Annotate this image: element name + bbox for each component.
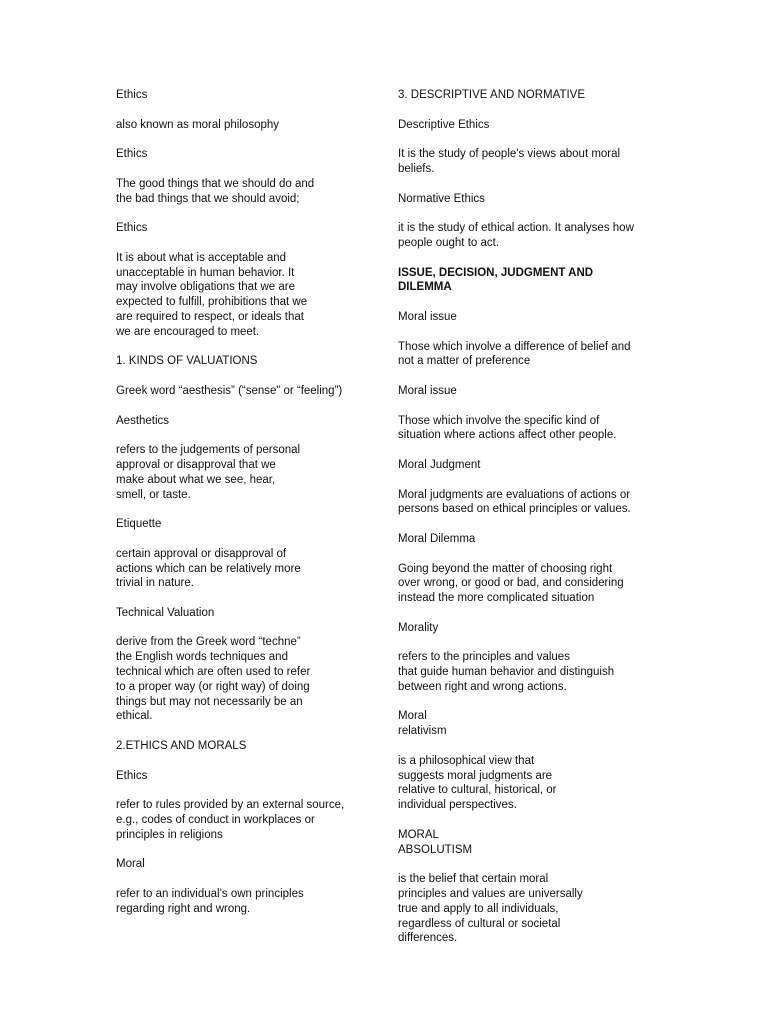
section-heading-issue-decision-judgment-dilemma: ISSUE, DECISION, JUDGMENT AND DILEMMA <box>398 266 594 294</box>
paragraph: Greek word “aesthesis” (“sense” or “feeling”) <box>116 384 343 397</box>
heading-technical-valuation: Technical Valuation <box>116 606 215 619</box>
paragraph: refers to the principles and values that guide human behavior and distinguish between right and wrong actions. <box>398 651 615 693</box>
paragraph: It is the study of people's views about moral beliefs. <box>398 148 621 175</box>
heading-moral: Moral <box>116 858 145 871</box>
heading-descriptive-ethics: Descriptive Ethics <box>398 118 490 131</box>
heading-moral-absolutism: MORAL ABSOLUTISM <box>398 828 473 856</box>
left-column <box>116 88 366 917</box>
heading-ethics: Ethics <box>116 148 148 161</box>
heading-moral-judgment: Moral Judgment <box>398 458 481 471</box>
paragraph: it is the study of ethical action. It analyses how people ought to act. <box>398 222 634 249</box>
heading-etiquette: Etiquette <box>116 518 162 531</box>
heading-moral-relativism: Moral relativism <box>398 710 447 738</box>
paragraph: is a philosophical view that suggests moral judgments are relative to cultural, historical, or individual perspectives. <box>398 754 557 812</box>
paragraph: certain approval or disapproval of actions which can be relatively more trivial in nature. <box>116 547 301 590</box>
paragraph: It is about what is acceptable and unacceptable in human behavior. It may involve obligations that we are expected to fulfill, prohibitions that we are required to respect, or ideals that we are encouraged to meet. <box>116 251 308 338</box>
heading-aesthetics: Aesthetics <box>116 414 170 427</box>
paragraph: is the belief that certain moral principles and values are universally true and apply to all individuals, regardless of cultural or societal differences. <box>398 873 583 945</box>
section-heading-kinds-of-valuations: 1. KINDS OF VALUATIONS <box>116 355 258 368</box>
paragraph: Those which involve the specific kind of situation where actions affect other people. <box>398 414 617 442</box>
paragraph: Moral judgments are evaluations of actions or persons based on ethical principles or values. <box>398 488 631 516</box>
paragraph: refers to the judgements of personal approval or disapproval that we make about what we see, hear, smell, or taste. <box>116 444 301 501</box>
heading-normative-ethics: Normative Ethics <box>398 192 485 205</box>
heading-moral-issue: Moral issue <box>398 384 457 397</box>
paragraph: refer to rules provided by an external source, e.g., codes of conduct in workplaces or principles in religions <box>116 799 345 841</box>
heading-morality: Morality <box>398 621 439 634</box>
section-heading-descriptive-and-normative: 3. DESCRIPTIVE AND NORMATIVE <box>398 89 586 101</box>
paragraph: Those which involve a difference of belief and not a matter of preference <box>398 340 631 368</box>
paragraph: refer to an individual’s own principles regarding right and wrong. <box>116 888 304 915</box>
heading-ethics: Ethics <box>116 769 148 782</box>
paragraph: also known as moral philosophy <box>116 118 280 131</box>
heading-ethics: Ethics <box>116 222 148 235</box>
section-heading-ethics-and-morals: 2.ETHICS AND MORALS <box>116 740 247 753</box>
heading-moral-dilemma: Moral Dilemma <box>398 532 476 545</box>
heading-moral-issue: Moral issue <box>398 310 457 323</box>
right-column <box>398 88 648 946</box>
paragraph: Going beyond the matter of choosing right over wrong, or good or bad, and considering instead the more complicated situation <box>398 562 624 605</box>
heading-ethics: Ethics <box>116 89 148 101</box>
paragraph: The good things that we should do and the bad things that we should avoid; <box>116 177 315 205</box>
paragraph: derive from the Greek word “techne” the English words techniques and technical which are often used to refer to a proper way (or right way) of doing things but may not necessarily be an ethical. <box>116 636 311 723</box>
